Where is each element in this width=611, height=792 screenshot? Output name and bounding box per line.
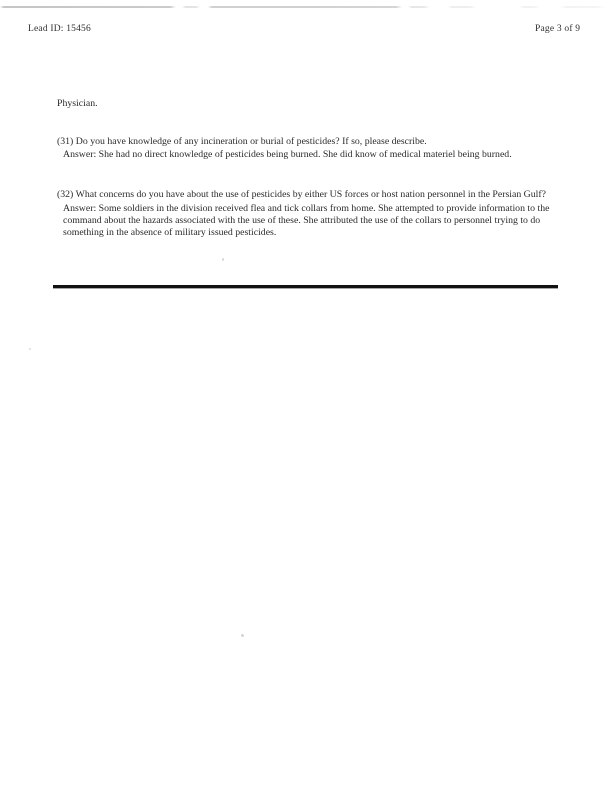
document-body [57,98,562,239]
answer-paragraph [57,203,562,240]
answer-label: Answer: [63,149,97,161]
answer-paragraph [57,149,562,161]
scan-speck [241,634,244,637]
answer-text: She had no direct knowledge of pesticides being burned. She did know of medical materiel being burned. [98,149,512,161]
question-text: (31) Do you have knowledge of any incineration or burial of pesticides? If so, please describe. [57,136,427,147]
continued-text: Physician. [57,98,98,109]
page-header [0,24,611,38]
section-divider-rule [53,285,558,288]
answer-label: Answer: [63,202,97,214]
answer-text: Some soldiers in the division received flea and tick collars from home. She attempted to provide information to the command about the hazards associated with the use of these. She attributed the use of the collars to personnel trying to do something in the absence of military issued pesticides. [63,202,550,239]
scan-speck [222,258,224,261]
page-number-label: Page 3 of 9 [535,24,581,34]
question-text: (32) What concerns do you have about the use of pesticides by either US forces or host nation personnel in the Persian Gulf? [57,189,546,201]
scan-edge-artifact [0,6,611,8]
qa-item-31 [57,136,562,161]
qa-item-32 [57,189,562,239]
scan-speck [29,348,31,350]
lead-id-label: Lead ID: 15456 [28,24,91,34]
